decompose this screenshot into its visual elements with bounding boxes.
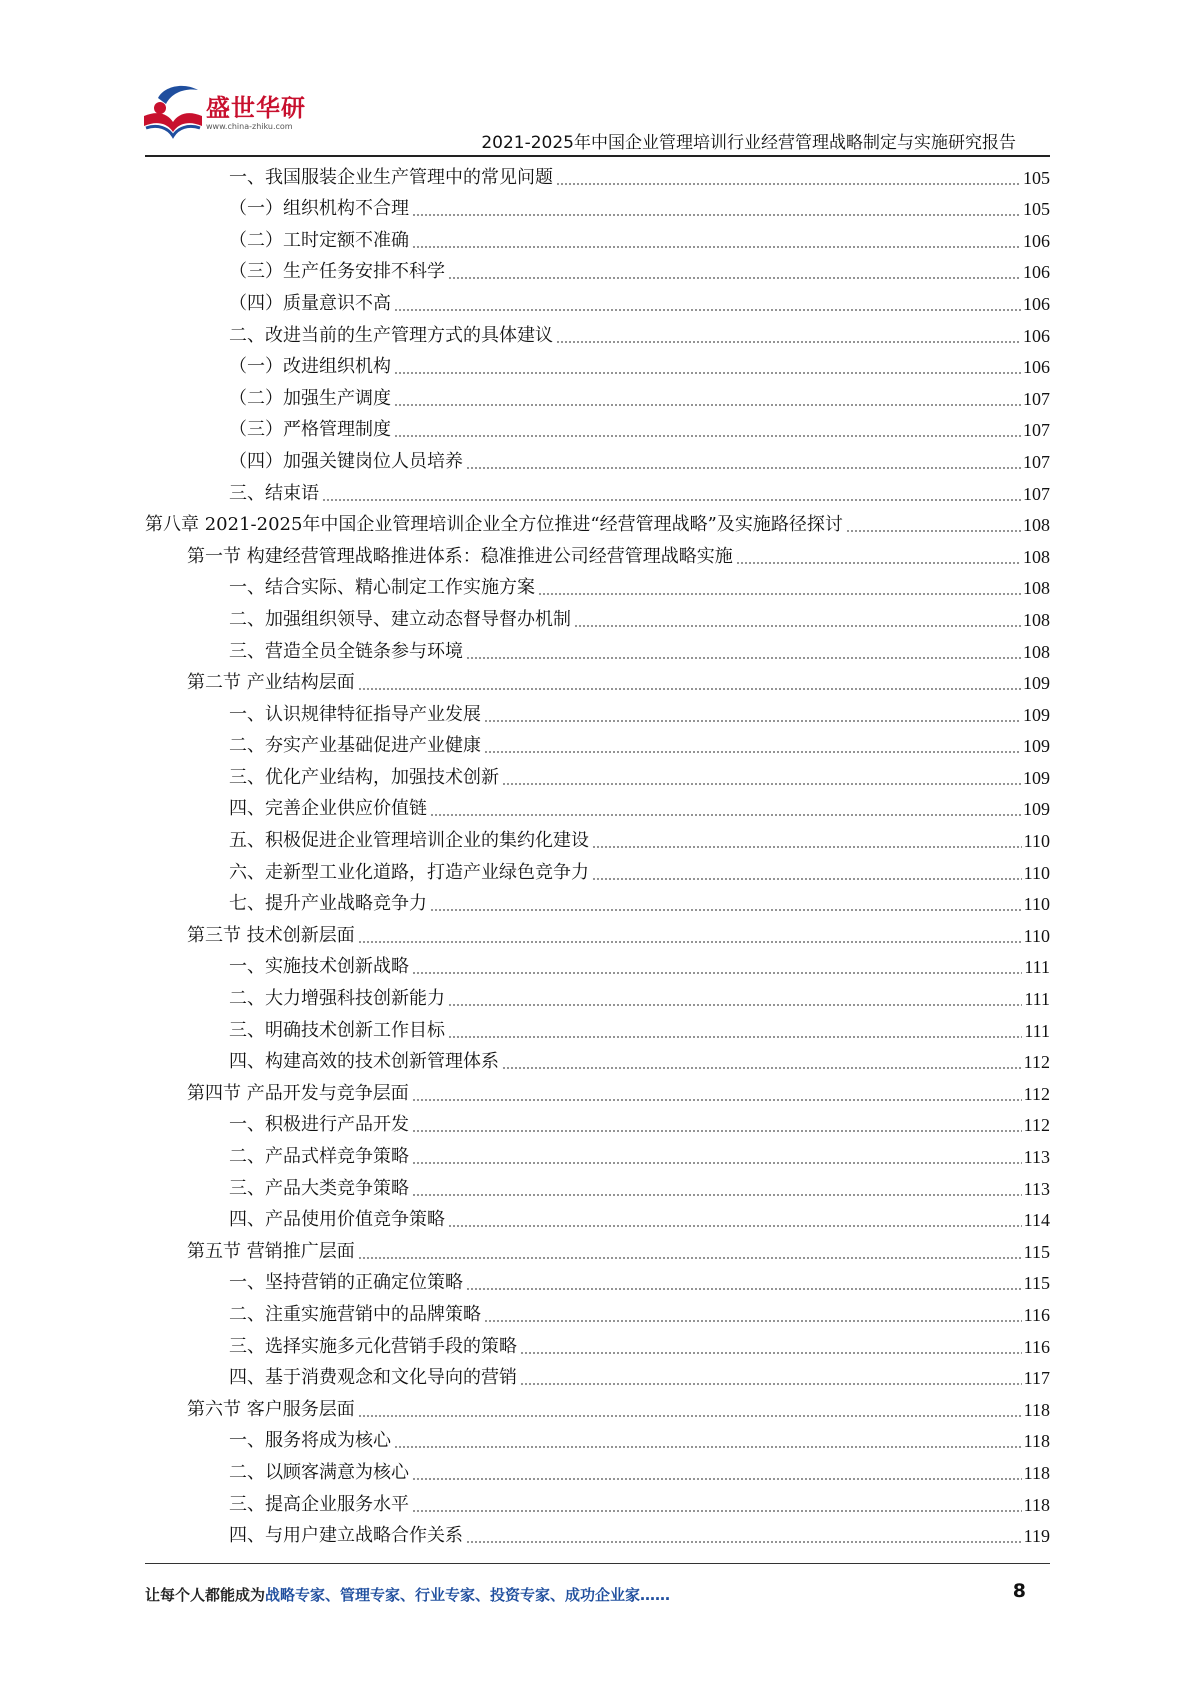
toc-entry[interactable] xyxy=(145,1487,1050,1519)
toc-entry-page: 110 xyxy=(1023,925,1050,946)
dot-leader xyxy=(358,688,1021,690)
toc-entry-title: 四、构建高效的技术创新管理体系 xyxy=(229,1051,499,1073)
toc-entry-title: 第一节 构建经营管理战略推进体系：稳准推进公司经营管理战略实施 xyxy=(187,545,733,567)
dot-leader xyxy=(466,1541,1022,1543)
toc-entry[interactable] xyxy=(145,887,1050,919)
dot-leader xyxy=(394,1446,1022,1448)
dot-leader xyxy=(574,625,1021,627)
toc-entry[interactable] xyxy=(145,1045,1050,1077)
toc-entry-title: 一、结合实际、精心制定工作实施方案 xyxy=(229,577,535,599)
toc-entry-title: 三、优化产业结构，加强技术创新 xyxy=(229,766,499,788)
dot-leader xyxy=(412,1478,1022,1480)
toc-entry-title: 二、改进当前的生产管理方式的具体建议 xyxy=(229,324,553,346)
toc-entry-title: 二、以顾客满意为核心 xyxy=(229,1461,409,1483)
toc-entry[interactable] xyxy=(145,539,1050,571)
toc-entry-title: 一、我国服装企业生产管理中的常见问题 xyxy=(229,166,553,188)
toc-entry-page: 111 xyxy=(1024,957,1050,978)
toc-entry[interactable] xyxy=(145,1392,1050,1424)
dot-leader xyxy=(448,1225,1022,1227)
toc-entry-title: 三、提高企业服务水平 xyxy=(229,1493,409,1515)
toc-entry[interactable] xyxy=(145,1329,1050,1361)
toc-entry-title: 三、结束语 xyxy=(229,482,319,504)
toc-entry-page: 105 xyxy=(1023,199,1050,220)
toc-entry-page: 107 xyxy=(1023,451,1050,472)
toc-entry-title: 五、积极促进企业管理培训企业的集约化建设 xyxy=(229,830,589,852)
dot-leader xyxy=(394,309,1021,311)
toc-entry[interactable] xyxy=(145,350,1050,382)
toc-entry-page: 105 xyxy=(1023,167,1050,188)
toc-entry[interactable] xyxy=(145,602,1050,634)
toc-entry-page: 108 xyxy=(1023,578,1050,599)
toc-entry-title: 二、注重实施营销中的品牌策略 xyxy=(229,1303,481,1325)
dot-leader xyxy=(412,1099,1022,1101)
toc-entry[interactable] xyxy=(145,381,1050,413)
toc-entry-page: 113 xyxy=(1023,1178,1050,1199)
toc-entry-title: 三、营造全员全链条参与环境 xyxy=(229,640,463,662)
dot-leader xyxy=(846,530,1021,532)
toc-entry-page: 109 xyxy=(1023,767,1050,788)
toc-entry-page: 109 xyxy=(1023,673,1050,694)
toc-entry-title: 四、基于消费观念和文化导向的营销 xyxy=(229,1367,517,1389)
dot-leader xyxy=(592,846,1022,848)
toc-entry-page: 109 xyxy=(1023,736,1050,757)
toc-entry-title: 第四节 产品开发与竞争层面 xyxy=(187,1082,409,1104)
toc-entry-page: 108 xyxy=(1023,546,1050,567)
footer-divider xyxy=(145,1563,1050,1564)
toc-entry[interactable] xyxy=(145,192,1050,224)
dot-leader xyxy=(556,341,1021,343)
toc-entry[interactable] xyxy=(145,476,1050,508)
toc-entry-title: 第六节 客户服务层面 xyxy=(187,1398,355,1420)
company-logo xyxy=(140,82,320,152)
toc-entry-page: 115 xyxy=(1023,1273,1050,1294)
toc-entry[interactable] xyxy=(145,1424,1050,1456)
toc-entry-page: 118 xyxy=(1023,1431,1050,1452)
toc-entry-page: 109 xyxy=(1023,799,1050,820)
toc-entry[interactable] xyxy=(145,981,1050,1013)
toc-entry-page: 112 xyxy=(1023,1083,1050,1104)
dot-leader xyxy=(430,814,1021,816)
toc-entry-title: 一、坚持营销的正确定位策略 xyxy=(229,1272,463,1294)
toc-entry-title: （三）生产任务安排不科学 xyxy=(229,261,445,283)
toc-entry[interactable] xyxy=(145,666,1050,698)
toc-entry-page: 118 xyxy=(1023,1462,1050,1483)
table-of-contents xyxy=(145,160,1050,1550)
toc-entry[interactable] xyxy=(145,255,1050,287)
toc-entry-title: 第五节 营销推广层面 xyxy=(187,1240,355,1262)
dot-leader xyxy=(556,183,1021,185)
dot-leader xyxy=(484,720,1021,722)
dot-leader xyxy=(394,372,1021,374)
toc-entry-title: 四、产品使用价值竞争策略 xyxy=(229,1209,445,1231)
dot-leader xyxy=(358,941,1022,943)
toc-entry-page: 109 xyxy=(1023,704,1050,725)
dot-leader xyxy=(466,1288,1022,1290)
toc-entry-title: 三、明确技术创新工作目标 xyxy=(229,1019,445,1041)
dot-leader xyxy=(466,657,1021,659)
toc-entry[interactable] xyxy=(145,508,1050,540)
toc-entry[interactable] xyxy=(145,823,1050,855)
toc-entry[interactable] xyxy=(145,318,1050,350)
toc-entry[interactable] xyxy=(145,1108,1050,1140)
toc-entry-title: 七、提升产业战略竞争力 xyxy=(229,893,427,915)
toc-entry-title: （一）组织机构不合理 xyxy=(229,198,409,220)
report-title: 2021-2025年中国企业管理培训行业经营管理战略制定与实施研究报告 xyxy=(481,133,1016,153)
toc-entry-title: （二）工时定额不准确 xyxy=(229,229,409,251)
dot-leader xyxy=(538,593,1021,595)
toc-entry-page: 114 xyxy=(1023,1210,1050,1231)
toc-entry[interactable] xyxy=(145,1519,1050,1551)
toc-entry[interactable] xyxy=(145,1139,1050,1171)
toc-entry[interactable] xyxy=(145,697,1050,729)
dot-leader xyxy=(484,1320,1022,1322)
dot-leader xyxy=(412,1194,1022,1196)
toc-entry-title: 一、实施技术创新战略 xyxy=(229,956,409,978)
toc-entry-title: 二、夯实产业基础促进产业健康 xyxy=(229,735,481,757)
page-number: 8 xyxy=(1012,1580,1026,1602)
dot-leader xyxy=(394,435,1021,437)
toc-entry-page: 117 xyxy=(1023,1368,1050,1389)
toc-entry[interactable] xyxy=(145,1361,1050,1393)
toc-entry[interactable] xyxy=(145,413,1050,445)
toc-entry-title: 一、积极进行产品开发 xyxy=(229,1114,409,1136)
toc-entry-page: 118 xyxy=(1023,1494,1050,1515)
logo-text: 盛世华研 xyxy=(206,94,306,122)
toc-entry[interactable] xyxy=(145,1076,1050,1108)
toc-entry[interactable] xyxy=(145,792,1050,824)
toc-entry[interactable] xyxy=(145,286,1050,318)
toc-entry[interactable] xyxy=(145,950,1050,982)
toc-entry[interactable] xyxy=(145,1266,1050,1298)
toc-entry-page: 113 xyxy=(1023,1147,1050,1167)
toc-entry-page: 106 xyxy=(1023,357,1050,378)
toc-entry-page: 106 xyxy=(1023,230,1050,251)
toc-entry-page: 107 xyxy=(1023,420,1050,441)
toc-entry[interactable] xyxy=(145,160,1050,192)
slogan-accent: 战略专家、管理专家、行业专家、投资专家、成功企业家…… xyxy=(265,1586,671,1604)
toc-entry[interactable] xyxy=(145,918,1050,950)
dot-leader xyxy=(448,1004,1022,1006)
toc-entry-title: （三）严格管理制度 xyxy=(229,419,391,441)
toc-entry[interactable] xyxy=(145,571,1050,603)
logo-url: www.china-zhiku.com xyxy=(206,122,293,131)
toc-entry-page: 118 xyxy=(1023,1399,1050,1420)
toc-entry-page: 110 xyxy=(1023,831,1050,852)
toc-entry-title: 二、大力增强科技创新能力 xyxy=(229,988,445,1010)
toc-entry-title: （二）加强生产调度 xyxy=(229,387,391,409)
logo-book-icon xyxy=(140,82,206,142)
toc-entry-page: 106 xyxy=(1023,325,1050,346)
dot-leader xyxy=(520,1383,1022,1385)
toc-entry[interactable] xyxy=(145,1203,1050,1235)
slogan-prefix: 让每个人都能成为 xyxy=(145,1586,266,1604)
toc-entry-page: 107 xyxy=(1023,388,1050,409)
toc-entry-page: 110 xyxy=(1023,862,1050,883)
toc-entry-title: 二、产品式样竞争策略 xyxy=(229,1146,409,1167)
toc-entry-title: 第八章 2021-2025年中国企业管理培训企业全方位推进“经营管理战略”及实施路径探讨 xyxy=(145,514,843,536)
toc-entry[interactable] xyxy=(145,1234,1050,1266)
toc-entry-page: 111 xyxy=(1024,1020,1050,1041)
toc-entry-title: 二、加强组织领导、建立动态督导督办机制 xyxy=(229,608,571,630)
toc-entry-title: 三、产品大类竞争策略 xyxy=(229,1177,409,1199)
dot-leader xyxy=(322,499,1021,501)
toc-entry-page: 110 xyxy=(1023,894,1050,915)
dot-leader xyxy=(502,783,1021,785)
toc-entry-title: 第三节 技术创新层面 xyxy=(187,924,355,946)
toc-entry[interactable] xyxy=(145,729,1050,761)
toc-entry[interactable] xyxy=(145,1455,1050,1487)
dot-leader xyxy=(448,1036,1022,1038)
toc-entry-page: 108 xyxy=(1023,641,1050,662)
dot-leader xyxy=(358,1257,1022,1259)
toc-entry-page: 116 xyxy=(1023,1336,1050,1357)
toc-entry-page: 116 xyxy=(1023,1304,1050,1325)
toc-entry-title: 四、完善企业供应价值链 xyxy=(229,798,427,820)
toc-entry[interactable] xyxy=(145,1171,1050,1203)
toc-entry-title: （四）加强关键岗位人员培养 xyxy=(229,450,463,472)
dot-leader xyxy=(412,1130,1022,1132)
header-divider xyxy=(145,155,1050,157)
toc-entry-title: 六、走新型工业化道路，打造产业绿色竞争力 xyxy=(229,861,589,883)
dot-leader xyxy=(520,1352,1022,1354)
dot-leader xyxy=(502,1067,1022,1069)
dot-leader xyxy=(592,878,1022,880)
footer-slogan xyxy=(145,1584,670,1605)
toc-entry[interactable] xyxy=(145,855,1050,887)
toc-entry-page: 112 xyxy=(1023,1115,1050,1136)
toc-entry-page: 106 xyxy=(1023,293,1050,314)
toc-entry-page: 115 xyxy=(1023,1241,1050,1262)
toc-entry[interactable] xyxy=(145,1297,1050,1329)
toc-entry-title: 四、与用户建立战略合作关系 xyxy=(229,1525,463,1547)
toc-entry[interactable] xyxy=(145,1013,1050,1045)
dot-leader xyxy=(412,1510,1022,1512)
toc-entry-title: （一）改进组织机构 xyxy=(229,356,391,378)
page-header xyxy=(0,0,1191,153)
dot-leader xyxy=(394,404,1021,406)
toc-entry[interactable] xyxy=(145,760,1050,792)
toc-entry-title: （四）质量意识不高 xyxy=(229,292,391,314)
dot-leader xyxy=(412,1162,1022,1164)
dot-leader xyxy=(736,562,1021,564)
dot-leader xyxy=(412,214,1021,216)
toc-entry-page: 108 xyxy=(1023,515,1050,536)
toc-entry-title: 一、认识规律特征指导产业发展 xyxy=(229,703,481,725)
toc-entry-page: 108 xyxy=(1023,609,1050,630)
dot-leader xyxy=(448,277,1021,279)
dot-leader xyxy=(484,751,1021,753)
toc-entry-title: 一、服务将成为核心 xyxy=(229,1430,391,1452)
dot-leader xyxy=(430,909,1022,911)
toc-entry[interactable] xyxy=(145,444,1050,476)
toc-entry[interactable] xyxy=(145,223,1050,255)
toc-entry-title: 三、选择实施多元化营销手段的策略 xyxy=(229,1335,517,1357)
toc-entry-page: 106 xyxy=(1023,262,1050,283)
dot-leader xyxy=(412,246,1021,248)
dot-leader xyxy=(412,972,1022,974)
dot-leader xyxy=(466,467,1021,469)
toc-entry-page: 112 xyxy=(1023,1052,1050,1073)
toc-entry[interactable] xyxy=(145,634,1050,666)
toc-entry-page: 119 xyxy=(1023,1526,1050,1547)
toc-entry-title: 第二节 产业结构层面 xyxy=(187,672,355,694)
toc-entry-page: 111 xyxy=(1024,989,1050,1010)
dot-leader xyxy=(358,1415,1022,1417)
toc-entry-page: 107 xyxy=(1023,483,1050,504)
